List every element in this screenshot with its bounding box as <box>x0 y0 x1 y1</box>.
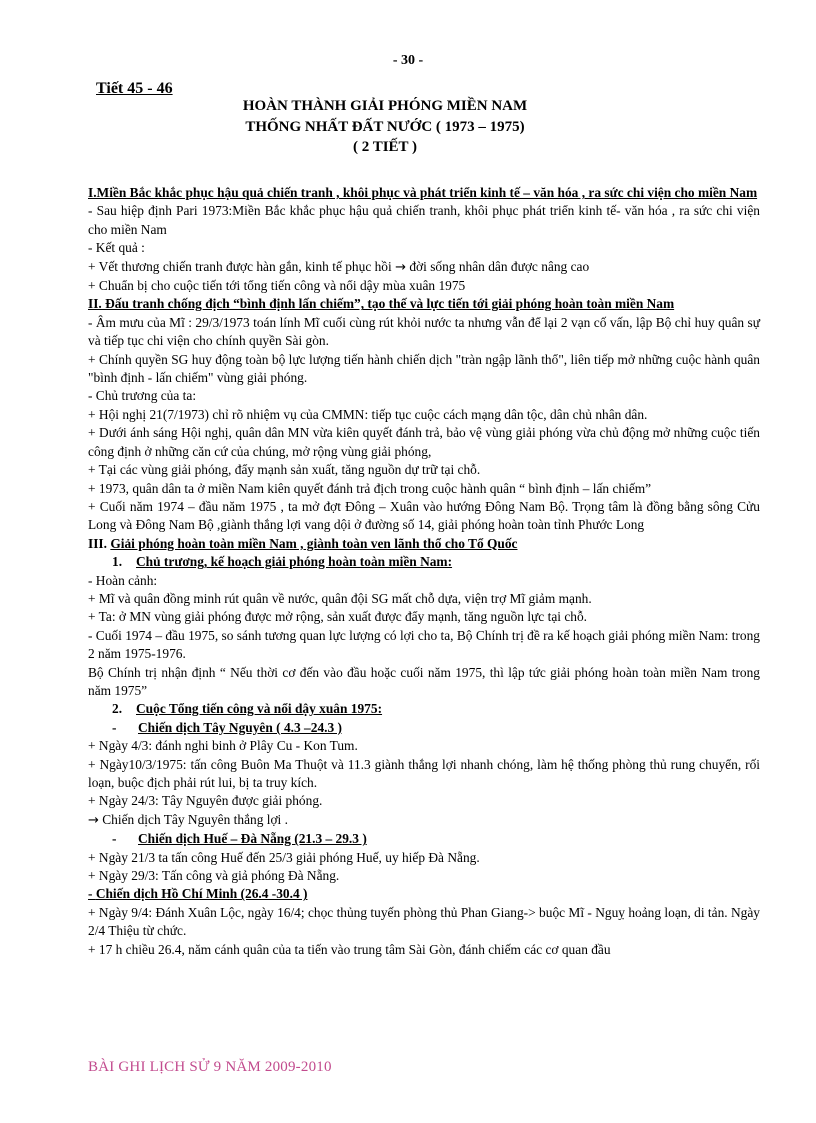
paragraph <box>88 811 760 830</box>
paragraph: + Ngày 9/4: Đánh Xuân Lộc, ngày 16/4; chọc thủng tuyến phòng thủ Phan Giang-> buộc Mĩ - Nguỵ hoảng loạn, di tản. Ngày 2/4 Thiệu từ chức. <box>88 904 760 939</box>
bullet-dash: - <box>88 886 96 902</box>
section-3-prefix: III. <box>88 535 111 551</box>
arrow-icon: → <box>395 259 406 275</box>
paragraph: - Âm mưu của Mĩ : 29/3/1973 toán lính Mĩ cuối cùng rút khỏi nước ta nhưng vẫn để lại 2 vạn cố vấn, lập Bộ chỉ huy quân sự và tiếp tục chi viện cho chính quyền Sài gòn. <box>88 314 760 349</box>
subsection-title: Chủ trương, kế hoạch giải phóng hoàn toàn miền Nam: <box>136 554 453 570</box>
campaign-3-heading <box>88 885 760 903</box>
subsection-title: Cuộc Tổng tiến công và nổi dậy xuân 1975: <box>136 701 383 717</box>
page-number: - 30 - <box>392 53 424 68</box>
paragraph: - Hoàn cảnh: <box>88 572 158 588</box>
title-line-1: HOÀN THÀNH GIẢI PHÓNG MIỀN NAM <box>242 98 528 114</box>
footer-text: BÀI GHI LỊCH SỬ 9 NĂM 2009-2010 <box>88 1059 332 1075</box>
bullet-dash: - <box>112 831 117 847</box>
paragraph: + Ngày 4/3: đánh nghi binh ở Plây Cu - Kon Tum. <box>88 738 358 754</box>
paragraph: + Cuối năm 1974 – đầu năm 1975 , ta mở đợt Đông – Xuân vào hướng Đông Nam Bộ. Trọng tâm là đồng bằng sông Cửu Long và Đông Nam Bộ ,giành thắng lợi vang dội ở đường số 14, giải phóng hoàn toàn tỉnh Phước Long <box>88 498 760 533</box>
section-3-title: Giải phóng hoàn toàn miền Nam , giành toàn ven lãnh thổ cho Tổ Quốc <box>110 535 518 551</box>
paragraph: + Chính quyền SG huy động toàn bộ lực lượng tiến hành chiến dịch "tràn ngập lãnh thổ", liên tiếp mở những cuộc hành quân "bình định - lấn chiếm" vùng giải phóng. <box>88 351 760 386</box>
campaign-title: Chiến dịch Huế – Đà Nẵng (21.3 – 29.3 ) <box>138 831 367 847</box>
arrow-icon: → <box>88 812 99 828</box>
paragraph: + Ngày 24/3: Tây Nguyên được giải phóng. <box>88 793 323 809</box>
paragraph: + Hội nghị 21(7/1973) chỉ rõ nhiệm vụ của CMMN: tiếp tục cuộc cách mạng dân tộc, dân chủ nhân dân. <box>88 406 648 422</box>
campaign-2-heading <box>88 830 760 848</box>
paragraph-text: + Vết thương chiến tranh được hàn gắn, kinh tế phục hồi <box>88 258 392 274</box>
subsection-2-heading <box>88 700 760 718</box>
paragraph <box>88 258 760 277</box>
paragraph: - Kết quả : <box>88 240 145 256</box>
document-body <box>88 184 760 959</box>
subsection-number: 2. <box>112 701 123 717</box>
paragraph: + Dưới ánh sáng Hội nghị, quân dân MN vừa kiên quyết đánh trả, bảo vệ vùng giải phóng vừa chủ động mở những cuộc tiến công định ở những căn cứ của chúng, mở rộng vùng giải phóng, <box>88 425 760 459</box>
paragraph-text: Chiến dịch Tây Nguyên thắng lợi . <box>98 811 288 827</box>
campaign-title: Chiến dịch Tây Nguyên ( 4.3 –24.3 ) <box>138 719 342 735</box>
paragraph: - Chủ trương của ta: <box>88 388 197 404</box>
paragraph: + Ta: ở MN vùng giải phóng được mở rộng, sản xuất được đẩy mạnh, tăng nguồn lực tại chỗ. <box>88 609 588 625</box>
paragraph: + Mĩ và quân đồng minh rút quân về nước, quân đội SG mất chỗ dựa, viện trợ Mĩ giảm mạnh. <box>88 590 592 606</box>
paragraph: + Tại các vùng giải phóng, đẩy mạnh sản xuất, tăng nguồn dự trữ tại chỗ. <box>88 462 481 478</box>
title-line-3: ( 2 TIẾT ) <box>352 139 418 155</box>
paragraph-text: đời sống nhân dân được nâng cao <box>406 258 590 274</box>
section-2-heading: II. Đấu tranh chống địch “bình định lấn chiếm”, tạo thế và lực tiến tới giải phóng hoàn toàn miền Nam <box>88 296 675 312</box>
section-3-heading <box>88 535 760 553</box>
paragraph: + Ngày 21/3 ta tấn công Huế đến 25/3 giải phóng Huế, uy hiếp Đà Nẵng. <box>88 849 480 865</box>
section-1-heading: I.Miền Bắc khắc phục hậu quả chiến tranh , khôi phục và phát triển kinh tế – văn hóa , ra sức chi viện cho miền Nam <box>88 185 758 200</box>
campaign-title: Chiến dịch Hồ Chí Minh (26.4 -30.4 ) <box>95 886 308 902</box>
lesson-label: Tiết 45 - 46 <box>96 80 173 97</box>
paragraph: + Ngày10/3/1975: tấn công Buôn Ma Thuột và 11.3 giành thắng lợi nhanh chóng, làm hệ thống phòng thủ rung chuyển, rối loạn, buộc địch phải rút lui, bị ta truy kích. <box>88 756 760 790</box>
paragraph: + 17 h chiều 26.4, năm cánh quân của ta tiến vào trung tâm Sài Gòn, đánh chiếm các cơ quan đầu <box>88 941 611 957</box>
paragraph: Bộ Chính trị nhận định “ Nếu thời cơ đến vào đầu hoặc cuối năm 1975, thì lập tức giải phóng hoàn toàn miền Nam trong năm 1975” <box>88 664 760 698</box>
subsection-1-heading <box>88 553 760 571</box>
paragraph: - Sau hiệp định Pari 1973:Miền Bắc khắc phục hậu quả chiến tranh, khôi phục phát triển kinh tế- văn hóa , ra sức chi viện cho miền Nam <box>88 203 760 237</box>
subsection-number: 1. <box>112 554 123 570</box>
paragraph: + Ngày 29/3: Tấn công và giả phóng Đà Nẵng. <box>88 868 340 884</box>
paragraph: + Chuẩn bị cho cuộc tiến tới tổng tiến công và nổi dậy mùa xuân 1975 <box>88 278 466 294</box>
paragraph: - Cuối 1974 – đầu 1975, so sánh tương quan lực lượng có lợi cho ta, Bộ Chính trị đề ra kế hoạch giải phóng miền Nam: trong 2 năm 1975-1976. <box>88 627 760 662</box>
paragraph: + 1973, quân dân ta ở miền Nam kiên quyết đánh trả địch trong cuộc hành quân “ bình định – lấn chiếm” <box>88 480 652 496</box>
title-line-2: THỐNG NHẤT ĐẤT NƯỚC ( 1973 – 1975) <box>245 119 525 135</box>
bullet-dash: - <box>112 719 117 735</box>
campaign-1-heading <box>88 719 760 737</box>
